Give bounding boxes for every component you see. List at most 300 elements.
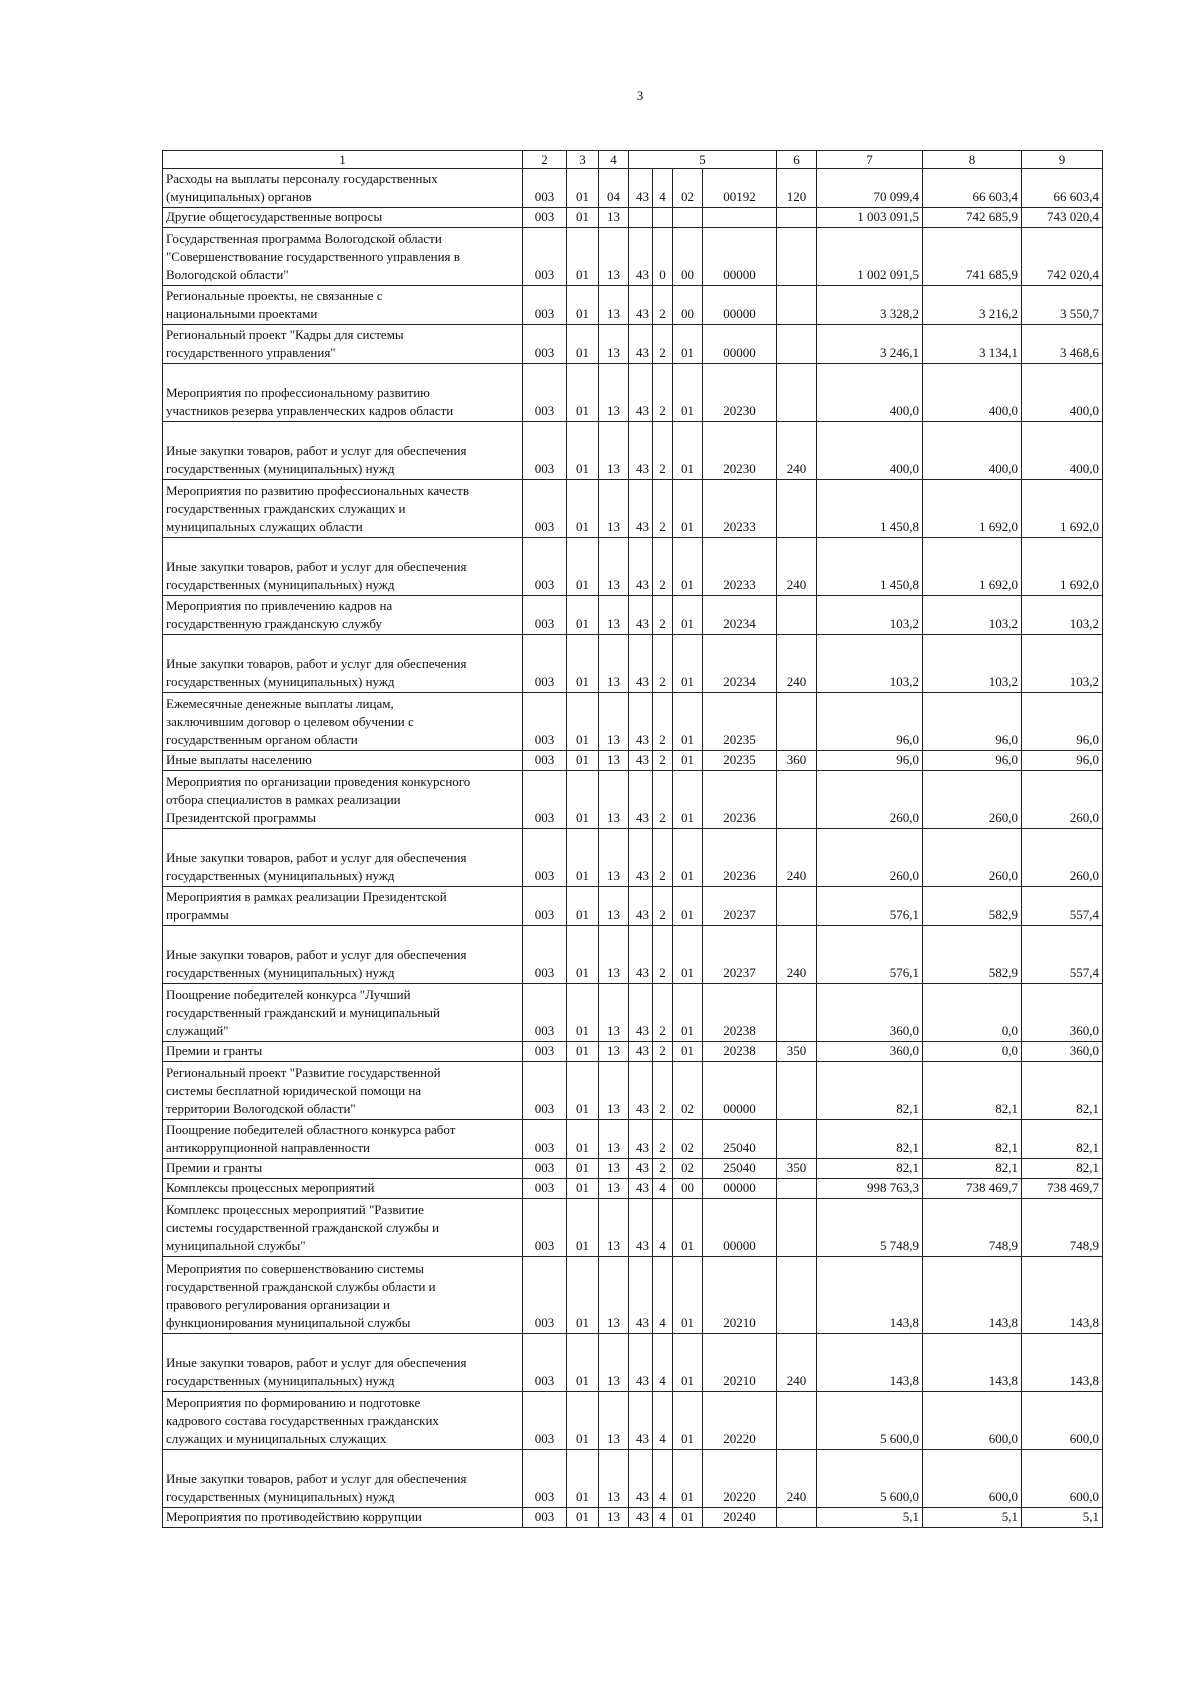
amount-col-8: 3 216,2 (923, 286, 1022, 325)
target-code-program: 43 (629, 228, 653, 286)
amount-col-8: 400,0 (923, 364, 1022, 422)
code-expense-type (777, 1199, 817, 1257)
code-section: 01 (567, 984, 599, 1042)
target-code-structure: 01 (673, 538, 703, 596)
row-name: Иные закупки товаров, работ и услуг для обеспечения государственных (муниципальных) нужд (163, 1334, 523, 1392)
table-row (163, 596, 1103, 635)
code-subsection: 13 (599, 1179, 629, 1199)
code-section: 01 (567, 1450, 599, 1508)
amount-col-8: 96,0 (923, 693, 1022, 751)
code-expense-type (777, 771, 817, 829)
table-row (163, 364, 1103, 422)
target-code-program: 43 (629, 926, 653, 984)
code-section: 01 (567, 1334, 599, 1392)
code-expense-type (777, 693, 817, 751)
row-name: Поощрение победителей областного конкурса работ антикоррупционной направленности (163, 1120, 523, 1159)
row-name: Мероприятия в рамках реализации Президентской программы (163, 887, 523, 926)
target-code-type: 2 (653, 596, 673, 635)
code-section: 01 (567, 1179, 599, 1199)
amount-col-9: 3 468,6 (1022, 325, 1103, 364)
code-subsection: 13 (599, 1159, 629, 1179)
code-gov: 003 (523, 538, 567, 596)
amount-col-9: 96,0 (1022, 751, 1103, 771)
table-row (163, 325, 1103, 364)
code-expense-type (777, 286, 817, 325)
amount-col-9: 103,2 (1022, 596, 1103, 635)
code-subsection: 13 (599, 926, 629, 984)
target-code-structure: 01 (673, 480, 703, 538)
amount-col-8: 82,1 (923, 1159, 1022, 1179)
target-code-direction: 20234 (703, 596, 777, 635)
target-code-structure: 00 (673, 286, 703, 325)
code-subsection: 13 (599, 771, 629, 829)
code-section: 01 (567, 596, 599, 635)
row-name: Иные закупки товаров, работ и услуг для обеспечения государственных (муниципальных) нужд (163, 1450, 523, 1508)
target-code-structure: 01 (673, 364, 703, 422)
row-name: Иные закупки товаров, работ и услуг для обеспечения государственных (муниципальных) нужд (163, 926, 523, 984)
code-gov: 003 (523, 751, 567, 771)
amount-col-8: 143,8 (923, 1257, 1022, 1334)
target-code-direction: 00000 (703, 286, 777, 325)
row-name: Расходы на выплаты персоналу государственных (муниципальных) органов (163, 169, 523, 208)
target-code-direction: 20236 (703, 829, 777, 887)
row-name: Комплекс процессных мероприятий "Развитие системы государственной гражданской службы и муниципальной службы" (163, 1199, 523, 1257)
row-name: Иные закупки товаров, работ и услуг для обеспечения государственных (муниципальных) нужд (163, 635, 523, 693)
row-name: Региональный проект "Кадры для системы государственного управления" (163, 325, 523, 364)
target-code-structure: 00 (673, 1179, 703, 1199)
row-name: Поощрение победителей конкурса "Лучший государственный гражданский и муниципальный служащий" (163, 984, 523, 1042)
target-code-direction: 20210 (703, 1257, 777, 1334)
amount-col-8: 260,0 (923, 829, 1022, 887)
amount-col-7: 103,2 (817, 596, 923, 635)
target-code-structure: 01 (673, 635, 703, 693)
target-code-program: 43 (629, 1120, 653, 1159)
target-code-program: 43 (629, 422, 653, 480)
code-expense-type: 120 (777, 169, 817, 208)
code-section: 01 (567, 1508, 599, 1528)
amount-col-8: 1 692,0 (923, 480, 1022, 538)
table-row (163, 1450, 1103, 1508)
amount-col-9: 743 020,4 (1022, 208, 1103, 228)
amount-col-8: 600,0 (923, 1392, 1022, 1450)
amount-col-9: 748,9 (1022, 1199, 1103, 1257)
target-code-program: 43 (629, 1179, 653, 1199)
table-row (163, 422, 1103, 480)
target-code-program: 43 (629, 1508, 653, 1528)
code-gov: 003 (523, 286, 567, 325)
table-row (163, 208, 1103, 228)
amount-col-7: 5 600,0 (817, 1392, 923, 1450)
table-row (163, 1062, 1103, 1120)
target-code-program: 43 (629, 1199, 653, 1257)
code-expense-type: 240 (777, 538, 817, 596)
code-section: 01 (567, 325, 599, 364)
code-expense-type (777, 596, 817, 635)
code-subsection: 13 (599, 1508, 629, 1528)
code-gov: 003 (523, 364, 567, 422)
code-section: 01 (567, 1062, 599, 1120)
code-subsection: 13 (599, 1199, 629, 1257)
amount-col-7: 5 748,9 (817, 1199, 923, 1257)
target-code-type: 2 (653, 635, 673, 693)
target-code-type: 2 (653, 926, 673, 984)
amount-col-9: 143,8 (1022, 1257, 1103, 1334)
row-name: Региональные проекты, не связанные с национальными проектами (163, 286, 523, 325)
code-expense-type (777, 1392, 817, 1450)
target-code-type: 2 (653, 480, 673, 538)
amount-col-9: 738 469,7 (1022, 1179, 1103, 1199)
code-section: 01 (567, 538, 599, 596)
code-subsection: 13 (599, 228, 629, 286)
target-code-type: 2 (653, 751, 673, 771)
row-name: Мероприятия по развитию профессиональных качеств государственных гражданских служащих и муниципальных служащих области (163, 480, 523, 538)
target-code-structure: 01 (673, 751, 703, 771)
target-code-direction: 00000 (703, 325, 777, 364)
target-code-type: 4 (653, 169, 673, 208)
header-col-6: 6 (777, 151, 817, 169)
target-code-program: 43 (629, 325, 653, 364)
target-code-program: 43 (629, 1392, 653, 1450)
code-section: 01 (567, 1392, 599, 1450)
header-col-5: 5 (629, 151, 777, 169)
target-code-direction: 20230 (703, 422, 777, 480)
row-name: Мероприятия по противодействию коррупции (163, 1508, 523, 1528)
table-row (163, 1508, 1103, 1528)
code-section: 01 (567, 480, 599, 538)
code-subsection: 13 (599, 422, 629, 480)
amount-col-9: 96,0 (1022, 693, 1103, 751)
code-subsection: 13 (599, 1334, 629, 1392)
target-code-direction: 20235 (703, 751, 777, 771)
amount-col-8: 742 685,9 (923, 208, 1022, 228)
target-code-type: 4 (653, 1199, 673, 1257)
amount-col-7: 1 450,8 (817, 538, 923, 596)
target-code-structure: 01 (673, 771, 703, 829)
target-code-type: 4 (653, 1257, 673, 1334)
target-code-type (653, 208, 673, 228)
amount-col-8: 600,0 (923, 1450, 1022, 1508)
code-section: 01 (567, 286, 599, 325)
target-code-type: 2 (653, 364, 673, 422)
amount-col-9: 400,0 (1022, 422, 1103, 480)
row-name: Иные закупки товаров, работ и услуг для обеспечения государственных (муниципальных) нужд (163, 538, 523, 596)
amount-col-7: 82,1 (817, 1062, 923, 1120)
table-body (163, 169, 1103, 1528)
code-expense-type: 240 (777, 635, 817, 693)
target-code-type: 2 (653, 1062, 673, 1120)
row-name: Другие общегосударственные вопросы (163, 208, 523, 228)
target-code-program: 43 (629, 480, 653, 538)
amount-col-8: 1 692,0 (923, 538, 1022, 596)
code-gov: 003 (523, 1334, 567, 1392)
page-number: 3 (636, 88, 644, 103)
target-code-type: 4 (653, 1334, 673, 1392)
budget-table (162, 150, 1103, 1528)
code-gov: 003 (523, 829, 567, 887)
code-section: 01 (567, 228, 599, 286)
code-expense-type (777, 325, 817, 364)
amount-col-8: 96,0 (923, 751, 1022, 771)
header-col-8: 8 (923, 151, 1022, 169)
amount-col-7: 5,1 (817, 1508, 923, 1528)
row-name: Мероприятия по формированию и подготовке кадрового состава государственных гражданских служащих и муниципальных служащих (163, 1392, 523, 1450)
target-code-program: 43 (629, 1062, 653, 1120)
target-code-type: 0 (653, 228, 673, 286)
amount-col-9: 3 550,7 (1022, 286, 1103, 325)
code-section: 01 (567, 364, 599, 422)
amount-col-7: 3 328,2 (817, 286, 923, 325)
code-gov: 003 (523, 1120, 567, 1159)
amount-col-7: 260,0 (817, 771, 923, 829)
code-gov: 003 (523, 771, 567, 829)
amount-col-8: 0,0 (923, 1042, 1022, 1062)
code-section: 01 (567, 169, 599, 208)
code-subsection: 04 (599, 169, 629, 208)
target-code-type: 4 (653, 1450, 673, 1508)
amount-col-8: 66 603,4 (923, 169, 1022, 208)
target-code-program: 43 (629, 169, 653, 208)
target-code-direction: 20236 (703, 771, 777, 829)
table-row (163, 169, 1103, 208)
table-row (163, 984, 1103, 1042)
row-name: Региональный проект "Развитие государственной системы бесплатной юридической помощи на территории Вологодской области" (163, 1062, 523, 1120)
target-code-program: 43 (629, 887, 653, 926)
target-code-structure: 01 (673, 984, 703, 1042)
table-row (163, 693, 1103, 751)
table-row (163, 771, 1103, 829)
target-code-direction: 20234 (703, 635, 777, 693)
code-gov: 003 (523, 169, 567, 208)
code-subsection: 13 (599, 538, 629, 596)
code-expense-type (777, 208, 817, 228)
table-row (163, 286, 1103, 325)
code-gov: 003 (523, 1199, 567, 1257)
target-code-program: 43 (629, 771, 653, 829)
code-gov: 003 (523, 480, 567, 538)
code-gov: 003 (523, 984, 567, 1042)
code-section: 01 (567, 751, 599, 771)
amount-col-7: 96,0 (817, 693, 923, 751)
amount-col-9: 82,1 (1022, 1120, 1103, 1159)
target-code-type: 2 (653, 1159, 673, 1179)
code-expense-type (777, 887, 817, 926)
code-gov: 003 (523, 208, 567, 228)
row-name: Мероприятия по профессиональному развитию участников резерва управленческих кадров области (163, 364, 523, 422)
code-expense-type (777, 1120, 817, 1159)
target-code-structure: 01 (673, 325, 703, 364)
amount-col-8: 103,2 (923, 596, 1022, 635)
target-code-program: 43 (629, 693, 653, 751)
code-expense-type: 350 (777, 1042, 817, 1062)
table-row (163, 1334, 1103, 1392)
target-code-program: 43 (629, 1257, 653, 1334)
amount-col-7: 998 763,3 (817, 1179, 923, 1199)
target-code-direction: 20233 (703, 538, 777, 596)
target-code-type: 2 (653, 1120, 673, 1159)
amount-col-9: 260,0 (1022, 771, 1103, 829)
target-code-structure: 01 (673, 1257, 703, 1334)
row-name: Иные закупки товаров, работ и услуг для обеспечения государственных (муниципальных) нужд (163, 422, 523, 480)
amount-col-7: 143,8 (817, 1257, 923, 1334)
amount-col-7: 360,0 (817, 984, 923, 1042)
target-code-type: 4 (653, 1179, 673, 1199)
table-header-row (163, 151, 1103, 169)
code-gov: 003 (523, 1508, 567, 1528)
target-code-direction: 20237 (703, 926, 777, 984)
code-gov: 003 (523, 1257, 567, 1334)
amount-col-8: 582,9 (923, 926, 1022, 984)
code-subsection: 13 (599, 984, 629, 1042)
code-section: 01 (567, 771, 599, 829)
code-section: 01 (567, 887, 599, 926)
row-name: Премии и гранты (163, 1042, 523, 1062)
target-code-direction: 00000 (703, 1062, 777, 1120)
amount-col-7: 1 002 091,5 (817, 228, 923, 286)
row-name: Премии и гранты (163, 1159, 523, 1179)
table-row (163, 480, 1103, 538)
amount-col-9: 742 020,4 (1022, 228, 1103, 286)
code-gov: 003 (523, 1062, 567, 1120)
code-subsection: 13 (599, 751, 629, 771)
amount-col-7: 3 246,1 (817, 325, 923, 364)
target-code-structure: 01 (673, 1450, 703, 1508)
target-code-structure: 02 (673, 169, 703, 208)
code-subsection: 13 (599, 1062, 629, 1120)
table-row (163, 887, 1103, 926)
code-subsection: 13 (599, 693, 629, 751)
row-name: Мероприятия по совершенствованию системы государственной гражданской службы области и правового регулирования организации и функционирования муниципальной службы (163, 1257, 523, 1334)
code-subsection: 13 (599, 1042, 629, 1062)
amount-col-9: 600,0 (1022, 1450, 1103, 1508)
table-row (163, 1257, 1103, 1334)
target-code-direction: 25040 (703, 1120, 777, 1159)
code-section: 01 (567, 1257, 599, 1334)
target-code-structure: 02 (673, 1159, 703, 1179)
amount-col-9: 103,2 (1022, 635, 1103, 693)
code-expense-type (777, 1179, 817, 1199)
header-col-2: 2 (523, 151, 567, 169)
code-gov: 003 (523, 325, 567, 364)
amount-col-8: 3 134,1 (923, 325, 1022, 364)
amount-col-7: 5 600,0 (817, 1450, 923, 1508)
amount-col-9: 557,4 (1022, 887, 1103, 926)
amount-col-7: 576,1 (817, 926, 923, 984)
target-code-structure: 01 (673, 1042, 703, 1062)
amount-col-9: 5,1 (1022, 1508, 1103, 1528)
code-section: 01 (567, 208, 599, 228)
code-section: 01 (567, 422, 599, 480)
amount-col-7: 1 450,8 (817, 480, 923, 538)
table-row (163, 635, 1103, 693)
amount-col-7: 360,0 (817, 1042, 923, 1062)
target-code-type: 2 (653, 771, 673, 829)
table-row (163, 1392, 1103, 1450)
amount-col-8: 5,1 (923, 1508, 1022, 1528)
code-section: 01 (567, 1042, 599, 1062)
amount-col-8: 82,1 (923, 1062, 1022, 1120)
amount-col-8: 143,8 (923, 1334, 1022, 1392)
target-code-structure: 01 (673, 829, 703, 887)
target-code-structure: 02 (673, 1120, 703, 1159)
code-expense-type: 350 (777, 1159, 817, 1179)
amount-col-7: 82,1 (817, 1120, 923, 1159)
code-subsection: 13 (599, 1450, 629, 1508)
target-code-type: 2 (653, 538, 673, 596)
code-section: 01 (567, 693, 599, 751)
target-code-type: 2 (653, 325, 673, 364)
amount-col-7: 400,0 (817, 422, 923, 480)
code-subsection: 13 (599, 325, 629, 364)
target-code-direction: 20237 (703, 887, 777, 926)
amount-col-9: 1 692,0 (1022, 480, 1103, 538)
code-subsection: 13 (599, 887, 629, 926)
code-gov: 003 (523, 596, 567, 635)
code-expense-type: 240 (777, 1334, 817, 1392)
target-code-structure: 01 (673, 1199, 703, 1257)
code-subsection: 13 (599, 829, 629, 887)
amount-col-8: 748,9 (923, 1199, 1022, 1257)
code-subsection: 13 (599, 1257, 629, 1334)
target-code-direction (703, 208, 777, 228)
header-col-4: 4 (599, 151, 629, 169)
target-code-direction: 20210 (703, 1334, 777, 1392)
header-col-9: 9 (1022, 151, 1103, 169)
amount-col-7: 143,8 (817, 1334, 923, 1392)
code-gov: 003 (523, 1450, 567, 1508)
target-code-type: 2 (653, 1042, 673, 1062)
amount-col-7: 96,0 (817, 751, 923, 771)
table-row (163, 1120, 1103, 1159)
target-code-type: 2 (653, 829, 673, 887)
table-row (163, 228, 1103, 286)
target-code-direction: 20238 (703, 1042, 777, 1062)
amount-col-9: 66 603,4 (1022, 169, 1103, 208)
target-code-program: 43 (629, 751, 653, 771)
code-expense-type: 240 (777, 1450, 817, 1508)
target-code-structure: 01 (673, 887, 703, 926)
amount-col-7: 70 099,4 (817, 169, 923, 208)
code-expense-type (777, 984, 817, 1042)
amount-col-9: 400,0 (1022, 364, 1103, 422)
target-code-program: 43 (629, 984, 653, 1042)
target-code-structure: 01 (673, 1334, 703, 1392)
amount-col-7: 400,0 (817, 364, 923, 422)
amount-col-7: 576,1 (817, 887, 923, 926)
code-expense-type (777, 1508, 817, 1528)
target-code-type: 2 (653, 693, 673, 751)
code-expense-type: 360 (777, 751, 817, 771)
code-subsection: 13 (599, 208, 629, 228)
code-gov: 003 (523, 1392, 567, 1450)
amount-col-7: 82,1 (817, 1159, 923, 1179)
amount-col-7: 103,2 (817, 635, 923, 693)
target-code-direction: 20240 (703, 1508, 777, 1528)
target-code-structure: 01 (673, 1508, 703, 1528)
target-code-structure: 01 (673, 422, 703, 480)
code-gov: 003 (523, 693, 567, 751)
amount-col-9: 600,0 (1022, 1392, 1103, 1450)
table-row (163, 1042, 1103, 1062)
target-code-program: 43 (629, 1159, 653, 1179)
target-code-direction: 20220 (703, 1450, 777, 1508)
table-row (163, 829, 1103, 887)
target-code-type: 2 (653, 422, 673, 480)
amount-col-9: 260,0 (1022, 829, 1103, 887)
target-code-type: 2 (653, 887, 673, 926)
code-expense-type (777, 1257, 817, 1334)
table-row (163, 926, 1103, 984)
target-code-direction: 20230 (703, 364, 777, 422)
